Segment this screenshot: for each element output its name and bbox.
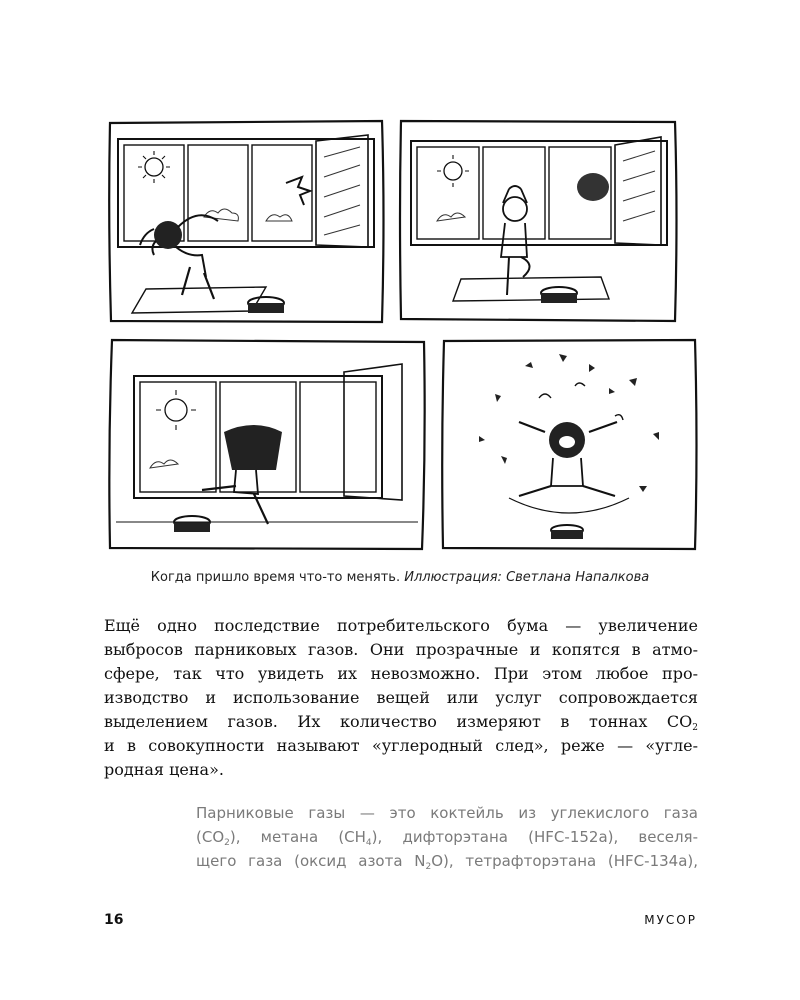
page-number: 16 <box>104 912 124 928</box>
body-line-text: выделением газов. Их количество измеряют в тоннах CO <box>104 712 693 731</box>
body-line: родная цена». <box>104 760 224 779</box>
sidenote-paragraph <box>196 801 698 873</box>
subscript: 2 <box>224 838 230 848</box>
caption-text: Когда пришло время что-то менять. <box>150 570 401 585</box>
comic-panel-4 <box>439 336 699 552</box>
note-text: (CO <box>196 828 225 846</box>
co2-subscript: 2 <box>692 723 698 733</box>
caption-credit: Иллюстрация: Светлана Напалкова <box>404 570 650 585</box>
illustration-stretch <box>106 117 386 325</box>
running-head: МУСОР <box>644 913 697 927</box>
comic-panel-2 <box>397 117 679 323</box>
body-line <box>104 710 698 734</box>
note-line <box>196 849 698 873</box>
note-text: ), дифторэтана (HFC-152a), веселя- <box>371 828 698 846</box>
comic-panel-3 <box>106 336 428 552</box>
body-line: выбросов парниковых газов. Они прозрачные и копятся в атмо- <box>104 640 698 659</box>
illustration-scream <box>439 336 699 552</box>
illustration-caption <box>0 570 800 585</box>
subscript: 2 <box>425 862 432 872</box>
illustration-kick <box>106 336 428 552</box>
body-paragraph <box>104 614 698 782</box>
note-text: ), метана (CH <box>229 828 366 846</box>
body-line: Ещё одно последствие потребительского бума — увеличение <box>104 616 698 635</box>
illustration-tree-pose <box>397 117 679 323</box>
body-line: изводство и использование вещей или услуг сопровождается <box>104 688 698 707</box>
note-line <box>196 825 698 849</box>
note-text: щего газа (оксид азота N <box>196 852 426 870</box>
note-line: Парниковые газы — это коктейль из углекислого газа <box>196 804 698 822</box>
subscript: 4 <box>365 838 372 848</box>
note-text: O), тетрафторэтана (HFC-134a), <box>431 852 699 870</box>
body-line: и в совокупности называют «углеродный след», реже — «угле- <box>104 736 698 755</box>
body-line: сфере, так что увидеть их невозможно. При этом любое про- <box>104 664 698 683</box>
comic-panel-1 <box>106 117 386 325</box>
